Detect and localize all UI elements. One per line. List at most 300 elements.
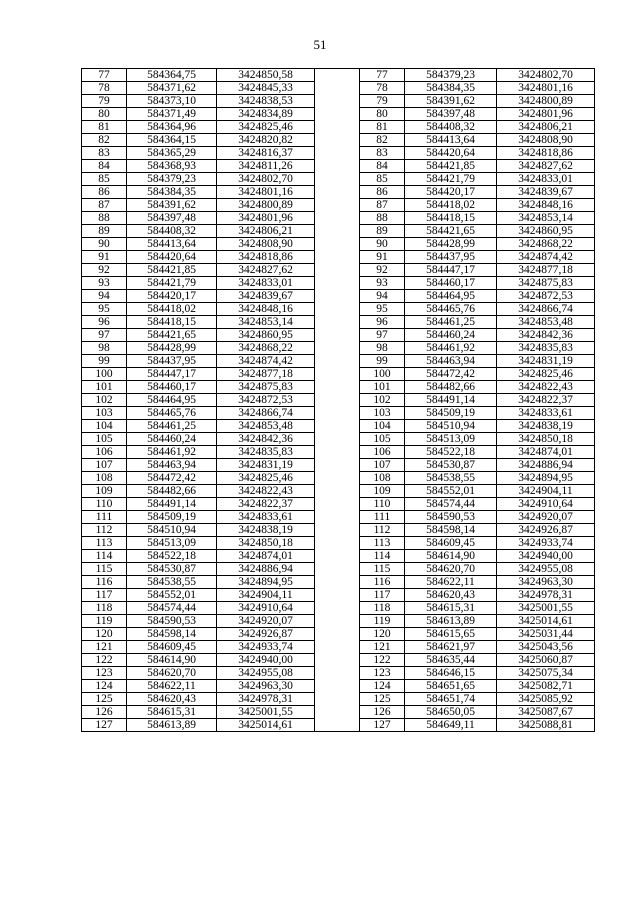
left-y-coordinate: 3424877,18 — [217, 368, 315, 381]
right-y-coordinate: 3424926,87 — [497, 524, 595, 537]
right-x-coordinate: 584513,09 — [405, 433, 497, 446]
right-y-coordinate: 3424894,95 — [497, 472, 595, 485]
table-row — [82, 134, 595, 147]
left-x-coordinate: 584598,14 — [127, 628, 217, 641]
left-x-coordinate: 584373,10 — [127, 95, 217, 108]
left-y-coordinate: 3424822,43 — [217, 485, 315, 498]
table-row — [82, 667, 595, 680]
table-row — [82, 511, 595, 524]
left-y-coordinate: 3424853,48 — [217, 420, 315, 433]
right-y-coordinate: 3424875,83 — [497, 277, 595, 290]
column-gap — [315, 472, 360, 485]
right-x-coordinate: 584621,97 — [405, 641, 497, 654]
table-row — [82, 212, 595, 225]
right-point-number: 88 — [360, 212, 405, 225]
left-x-coordinate: 584513,09 — [127, 537, 217, 550]
table-row — [82, 69, 595, 82]
right-x-coordinate: 584421,79 — [405, 173, 497, 186]
left-y-coordinate: 3424827,62 — [217, 264, 315, 277]
left-y-coordinate: 3424816,37 — [217, 147, 315, 160]
table-row — [82, 121, 595, 134]
column-gap — [315, 199, 360, 212]
right-x-coordinate: 584613,89 — [405, 615, 497, 628]
left-point-number: 117 — [82, 589, 127, 602]
left-x-coordinate: 584418,15 — [127, 316, 217, 329]
left-y-coordinate: 3424926,87 — [217, 628, 315, 641]
left-y-coordinate: 3424910,64 — [217, 602, 315, 615]
right-point-number: 90 — [360, 238, 405, 251]
column-gap — [315, 108, 360, 121]
left-x-coordinate: 584482,66 — [127, 485, 217, 498]
table-row — [82, 303, 595, 316]
column-gap — [315, 212, 360, 225]
right-x-coordinate: 584522,18 — [405, 446, 497, 459]
right-point-number: 79 — [360, 95, 405, 108]
left-point-number: 123 — [82, 667, 127, 680]
left-point-number: 91 — [82, 251, 127, 264]
left-y-coordinate: 3424860,95 — [217, 329, 315, 342]
table-row — [82, 147, 595, 160]
column-gap — [315, 589, 360, 602]
column-gap — [315, 381, 360, 394]
right-y-coordinate: 3424822,43 — [497, 381, 595, 394]
left-point-number: 90 — [82, 238, 127, 251]
right-point-number: 81 — [360, 121, 405, 134]
left-x-coordinate: 584590,53 — [127, 615, 217, 628]
left-x-coordinate: 584613,89 — [127, 719, 217, 732]
left-x-coordinate: 584614,90 — [127, 654, 217, 667]
right-point-number: 108 — [360, 472, 405, 485]
left-x-coordinate: 584464,95 — [127, 394, 217, 407]
right-y-coordinate: 3424833,61 — [497, 407, 595, 420]
left-y-coordinate: 3424833,61 — [217, 511, 315, 524]
left-point-number: 95 — [82, 303, 127, 316]
table-row — [82, 602, 595, 615]
right-x-coordinate: 584609,45 — [405, 537, 497, 550]
right-point-number: 89 — [360, 225, 405, 238]
right-point-number: 103 — [360, 407, 405, 420]
left-x-coordinate: 584421,79 — [127, 277, 217, 290]
table-row — [82, 316, 595, 329]
left-point-number: 93 — [82, 277, 127, 290]
table-row — [82, 355, 595, 368]
right-y-coordinate: 3424872,53 — [497, 290, 595, 303]
right-x-coordinate: 584420,64 — [405, 147, 497, 160]
left-x-coordinate: 584365,29 — [127, 147, 217, 160]
left-point-number: 100 — [82, 368, 127, 381]
left-y-coordinate: 3424833,01 — [217, 277, 315, 290]
left-x-coordinate: 584465,76 — [127, 407, 217, 420]
right-point-number: 100 — [360, 368, 405, 381]
right-x-coordinate: 584460,17 — [405, 277, 497, 290]
right-x-coordinate: 584552,01 — [405, 485, 497, 498]
right-point-number: 101 — [360, 381, 405, 394]
left-y-coordinate: 3425001,55 — [217, 706, 315, 719]
column-gap — [315, 355, 360, 368]
right-point-number: 96 — [360, 316, 405, 329]
right-y-coordinate: 3424842,36 — [497, 329, 595, 342]
column-gap — [315, 498, 360, 511]
column-gap — [315, 329, 360, 342]
right-point-number: 78 — [360, 82, 405, 95]
table-row — [82, 342, 595, 355]
column-gap — [315, 264, 360, 277]
right-point-number: 112 — [360, 524, 405, 537]
left-point-number: 86 — [82, 186, 127, 199]
left-point-number: 83 — [82, 147, 127, 160]
table-row — [82, 108, 595, 121]
right-point-number: 77 — [360, 69, 405, 82]
left-point-number: 80 — [82, 108, 127, 121]
left-point-number: 112 — [82, 524, 127, 537]
left-y-coordinate: 3424800,89 — [217, 199, 315, 212]
table-row — [82, 173, 595, 186]
table-row — [82, 537, 595, 550]
column-gap — [315, 147, 360, 160]
left-point-number: 126 — [82, 706, 127, 719]
column-gap — [315, 69, 360, 82]
right-point-number: 122 — [360, 654, 405, 667]
right-point-number: 85 — [360, 173, 405, 186]
left-x-coordinate: 584615,31 — [127, 706, 217, 719]
left-x-coordinate: 584530,87 — [127, 563, 217, 576]
left-x-coordinate: 584491,14 — [127, 498, 217, 511]
left-point-number: 110 — [82, 498, 127, 511]
left-x-coordinate: 584418,02 — [127, 303, 217, 316]
left-y-coordinate: 3424874,01 — [217, 550, 315, 563]
right-point-number: 93 — [360, 277, 405, 290]
right-x-coordinate: 584590,53 — [405, 511, 497, 524]
column-gap — [315, 563, 360, 576]
column-gap — [315, 225, 360, 238]
left-y-coordinate: 3424825,46 — [217, 472, 315, 485]
right-y-coordinate: 3425060,87 — [497, 654, 595, 667]
right-point-number: 98 — [360, 342, 405, 355]
right-y-coordinate: 3424886,94 — [497, 459, 595, 472]
page-number: 51 — [313, 37, 327, 52]
column-gap — [315, 95, 360, 108]
right-x-coordinate: 584598,14 — [405, 524, 497, 537]
right-y-coordinate: 3424839,67 — [497, 186, 595, 199]
left-y-coordinate: 3424811,26 — [217, 160, 315, 173]
right-point-number: 82 — [360, 134, 405, 147]
left-point-number: 113 — [82, 537, 127, 550]
left-x-coordinate: 584461,25 — [127, 420, 217, 433]
right-y-coordinate: 3424848,16 — [497, 199, 595, 212]
right-y-coordinate: 3425085,92 — [497, 693, 595, 706]
right-y-coordinate: 3425087,67 — [497, 706, 595, 719]
left-point-number: 103 — [82, 407, 127, 420]
right-point-number: 92 — [360, 264, 405, 277]
table-row — [82, 186, 595, 199]
left-point-number: 85 — [82, 173, 127, 186]
left-y-coordinate: 3424875,83 — [217, 381, 315, 394]
table-row — [82, 524, 595, 537]
left-point-number: 106 — [82, 446, 127, 459]
right-x-coordinate: 584464,95 — [405, 290, 497, 303]
right-x-coordinate: 584482,66 — [405, 381, 497, 394]
left-y-coordinate: 3424853,14 — [217, 316, 315, 329]
left-point-number: 79 — [82, 95, 127, 108]
right-x-coordinate: 584491,14 — [405, 394, 497, 407]
left-point-number: 99 — [82, 355, 127, 368]
right-point-number: 123 — [360, 667, 405, 680]
right-x-coordinate: 584620,43 — [405, 589, 497, 602]
right-y-coordinate: 3424806,21 — [497, 121, 595, 134]
column-gap — [315, 628, 360, 641]
column-gap — [315, 511, 360, 524]
left-x-coordinate: 584421,85 — [127, 264, 217, 277]
table-row — [82, 485, 595, 498]
right-x-coordinate: 584620,70 — [405, 563, 497, 576]
column-gap — [315, 680, 360, 693]
left-y-coordinate: 3425014,61 — [217, 719, 315, 732]
right-y-coordinate: 3424818,86 — [497, 147, 595, 160]
column-gap — [315, 641, 360, 654]
left-x-coordinate: 584574,44 — [127, 602, 217, 615]
table-row — [82, 550, 595, 563]
right-point-number: 121 — [360, 641, 405, 654]
column-gap — [315, 433, 360, 446]
left-y-coordinate: 3424818,86 — [217, 251, 315, 264]
right-x-coordinate: 584510,94 — [405, 420, 497, 433]
left-x-coordinate: 584447,17 — [127, 368, 217, 381]
left-point-number: 96 — [82, 316, 127, 329]
column-gap — [315, 290, 360, 303]
left-x-coordinate: 584384,35 — [127, 186, 217, 199]
right-point-number: 110 — [360, 498, 405, 511]
right-x-coordinate: 584421,65 — [405, 225, 497, 238]
right-x-coordinate: 584615,31 — [405, 602, 497, 615]
table-row — [82, 290, 595, 303]
left-point-number: 101 — [82, 381, 127, 394]
right-y-coordinate: 3424825,46 — [497, 368, 595, 381]
right-y-coordinate: 3425031,44 — [497, 628, 595, 641]
column-gap — [315, 173, 360, 186]
table-row — [82, 251, 595, 264]
left-point-number: 115 — [82, 563, 127, 576]
right-x-coordinate: 584418,15 — [405, 212, 497, 225]
table-row — [82, 394, 595, 407]
left-point-number: 84 — [82, 160, 127, 173]
left-point-number: 122 — [82, 654, 127, 667]
left-point-number: 121 — [82, 641, 127, 654]
left-y-coordinate: 3424842,36 — [217, 433, 315, 446]
right-y-coordinate: 3424877,18 — [497, 264, 595, 277]
table-row — [82, 589, 595, 602]
right-point-number: 117 — [360, 589, 405, 602]
right-point-number: 86 — [360, 186, 405, 199]
right-y-coordinate: 3424850,18 — [497, 433, 595, 446]
column-gap — [315, 303, 360, 316]
table-row — [82, 381, 595, 394]
column-gap — [315, 316, 360, 329]
left-y-coordinate: 3424866,74 — [217, 407, 315, 420]
left-point-number: 77 — [82, 69, 127, 82]
coordinates-table-body — [82, 69, 595, 732]
right-point-number: 104 — [360, 420, 405, 433]
left-y-coordinate: 3424904,11 — [217, 589, 315, 602]
left-x-coordinate: 584420,64 — [127, 251, 217, 264]
right-y-coordinate: 3424910,64 — [497, 498, 595, 511]
column-gap — [315, 134, 360, 147]
right-point-number: 97 — [360, 329, 405, 342]
right-point-number: 111 — [360, 511, 405, 524]
column-gap — [315, 550, 360, 563]
left-y-coordinate: 3424955,08 — [217, 667, 315, 680]
left-y-coordinate: 3424848,16 — [217, 303, 315, 316]
column-gap — [315, 524, 360, 537]
right-point-number: 94 — [360, 290, 405, 303]
right-y-coordinate: 3424866,74 — [497, 303, 595, 316]
left-x-coordinate: 584428,99 — [127, 342, 217, 355]
left-y-coordinate: 3424806,21 — [217, 225, 315, 238]
left-point-number: 92 — [82, 264, 127, 277]
column-gap — [315, 615, 360, 628]
left-x-coordinate: 584421,65 — [127, 329, 217, 342]
left-point-number: 120 — [82, 628, 127, 641]
left-x-coordinate: 584609,45 — [127, 641, 217, 654]
left-y-coordinate: 3424838,19 — [217, 524, 315, 537]
right-point-number: 125 — [360, 693, 405, 706]
left-point-number: 111 — [82, 511, 127, 524]
column-gap — [315, 485, 360, 498]
left-y-coordinate: 3424845,33 — [217, 82, 315, 95]
left-y-coordinate: 3424834,89 — [217, 108, 315, 121]
right-y-coordinate: 3424835,83 — [497, 342, 595, 355]
table-row — [82, 82, 595, 95]
table-row — [82, 719, 595, 732]
column-gap — [315, 420, 360, 433]
right-y-coordinate: 3424853,14 — [497, 212, 595, 225]
right-y-coordinate: 3424802,70 — [497, 69, 595, 82]
right-x-coordinate: 584646,15 — [405, 667, 497, 680]
left-x-coordinate: 584510,94 — [127, 524, 217, 537]
right-y-coordinate: 3424860,95 — [497, 225, 595, 238]
left-x-coordinate: 584408,32 — [127, 225, 217, 238]
right-y-coordinate: 3424978,31 — [497, 589, 595, 602]
table-row — [82, 693, 595, 706]
table-row — [82, 459, 595, 472]
column-gap — [315, 667, 360, 680]
left-x-coordinate: 584522,18 — [127, 550, 217, 563]
left-y-coordinate: 3424868,22 — [217, 342, 315, 355]
left-point-number: 97 — [82, 329, 127, 342]
left-point-number: 81 — [82, 121, 127, 134]
left-x-coordinate: 584538,55 — [127, 576, 217, 589]
right-point-number: 118 — [360, 602, 405, 615]
column-gap — [315, 654, 360, 667]
right-x-coordinate: 584397,48 — [405, 108, 497, 121]
column-gap — [315, 693, 360, 706]
column-gap — [315, 394, 360, 407]
left-point-number: 125 — [82, 693, 127, 706]
left-x-coordinate: 584463,94 — [127, 459, 217, 472]
right-x-coordinate: 584538,55 — [405, 472, 497, 485]
right-x-coordinate: 584614,90 — [405, 550, 497, 563]
left-y-coordinate: 3424839,67 — [217, 290, 315, 303]
right-y-coordinate: 3424808,90 — [497, 134, 595, 147]
table-row — [82, 615, 595, 628]
right-y-coordinate: 3424838,19 — [497, 420, 595, 433]
left-x-coordinate: 584364,15 — [127, 134, 217, 147]
right-x-coordinate: 584461,92 — [405, 342, 497, 355]
left-point-number: 82 — [82, 134, 127, 147]
right-point-number: 106 — [360, 446, 405, 459]
right-point-number: 91 — [360, 251, 405, 264]
column-gap — [315, 160, 360, 173]
left-point-number: 119 — [82, 615, 127, 628]
right-x-coordinate: 584649,11 — [405, 719, 497, 732]
column-gap — [315, 576, 360, 589]
right-y-coordinate: 3424874,01 — [497, 446, 595, 459]
left-x-coordinate: 584371,62 — [127, 82, 217, 95]
left-y-coordinate: 3424850,18 — [217, 537, 315, 550]
left-y-coordinate: 3424978,31 — [217, 693, 315, 706]
left-y-coordinate: 3424801,96 — [217, 212, 315, 225]
left-y-coordinate: 3424963,30 — [217, 680, 315, 693]
left-point-number: 89 — [82, 225, 127, 238]
left-point-number: 88 — [82, 212, 127, 225]
table-row — [82, 563, 595, 576]
column-gap — [315, 277, 360, 290]
right-point-number: 120 — [360, 628, 405, 641]
column-gap — [315, 82, 360, 95]
left-y-coordinate: 3424802,70 — [217, 173, 315, 186]
right-point-number: 99 — [360, 355, 405, 368]
left-x-coordinate: 584509,19 — [127, 511, 217, 524]
table-row — [82, 472, 595, 485]
left-x-coordinate: 584364,75 — [127, 69, 217, 82]
left-y-coordinate: 3424838,53 — [217, 95, 315, 108]
column-gap — [315, 537, 360, 550]
column-gap — [315, 602, 360, 615]
column-gap — [315, 706, 360, 719]
right-y-coordinate: 3424868,22 — [497, 238, 595, 251]
left-point-number: 78 — [82, 82, 127, 95]
right-x-coordinate: 584615,65 — [405, 628, 497, 641]
right-y-coordinate: 3424833,01 — [497, 173, 595, 186]
right-y-coordinate: 3424801,96 — [497, 108, 595, 121]
left-y-coordinate: 3424894,95 — [217, 576, 315, 589]
right-x-coordinate: 584461,25 — [405, 316, 497, 329]
table-row — [82, 277, 595, 290]
left-x-coordinate: 584368,93 — [127, 160, 217, 173]
left-x-coordinate: 584391,62 — [127, 199, 217, 212]
right-point-number: 114 — [360, 550, 405, 563]
left-y-coordinate: 3424822,37 — [217, 498, 315, 511]
table-row — [82, 238, 595, 251]
right-x-coordinate: 584437,95 — [405, 251, 497, 264]
column-gap — [315, 459, 360, 472]
left-point-number: 114 — [82, 550, 127, 563]
left-y-coordinate: 3424831,19 — [217, 459, 315, 472]
right-point-number: 84 — [360, 160, 405, 173]
right-x-coordinate: 584530,87 — [405, 459, 497, 472]
column-gap — [315, 186, 360, 199]
right-point-number: 115 — [360, 563, 405, 576]
table-row — [82, 160, 595, 173]
right-x-coordinate: 584420,17 — [405, 186, 497, 199]
right-y-coordinate: 3424933,74 — [497, 537, 595, 550]
left-point-number: 124 — [82, 680, 127, 693]
table-row — [82, 95, 595, 108]
table-row — [82, 407, 595, 420]
right-point-number: 95 — [360, 303, 405, 316]
right-y-coordinate: 3425014,61 — [497, 615, 595, 628]
left-x-coordinate: 584437,95 — [127, 355, 217, 368]
left-x-coordinate: 584620,70 — [127, 667, 217, 680]
